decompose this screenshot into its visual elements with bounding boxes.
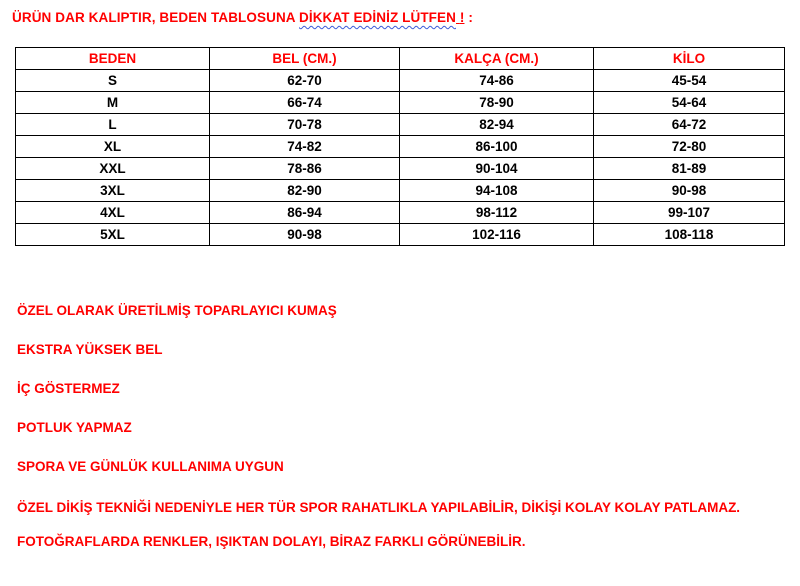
table-row [16, 136, 785, 158]
heading-exclamation: ! [459, 10, 465, 25]
cell-hip: 74-86 [400, 70, 594, 92]
cell-size: 3XL [16, 180, 210, 202]
product-notes [17, 302, 787, 572]
table-row [16, 92, 785, 114]
header-kilo: KİLO [594, 48, 785, 70]
cell-size: S [16, 70, 210, 92]
cell-waist: 78-86 [210, 158, 400, 180]
cell-hip: 98-112 [400, 202, 594, 224]
cell-weight: 72-80 [594, 136, 785, 158]
note-not-see-through: İÇ GÖSTERMEZ [17, 381, 120, 396]
header-kalca: KALÇA (CM.) [400, 48, 594, 70]
table-row [16, 224, 785, 246]
cell-hip: 102-116 [400, 224, 594, 246]
cell-weight: 54-64 [594, 92, 785, 114]
table-row [16, 70, 785, 92]
cell-size: 5XL [16, 224, 210, 246]
size-chart-table [15, 47, 785, 246]
note-stitching: ÖZEL DİKİŞ TEKNİĞİ NEDENİYLE HER TÜR SPOR RAHATLIKLA YAPILABİLİR, DİKİŞİ KOLAY KOLAY PATLAMAZ. [17, 500, 741, 515]
note-fabric: ÖZEL OLARAK ÜRETİLMİŞ TOPARLAYICI KUMAŞ [17, 303, 337, 318]
cell-size: 4XL [16, 202, 210, 224]
table-row [16, 114, 785, 136]
table-row [16, 202, 785, 224]
note-no-bagging: POTLUK YAPMAZ [17, 420, 132, 435]
heading-suffix: : [464, 10, 473, 25]
table-row [16, 180, 785, 202]
note-high-waist: EKSTRA YÜKSEK BEL [17, 342, 163, 357]
cell-weight: 90-98 [594, 180, 785, 202]
cell-weight: 108-118 [594, 224, 785, 246]
cell-size: L [16, 114, 210, 136]
cell-size: XL [16, 136, 210, 158]
cell-weight: 45-54 [594, 70, 785, 92]
cell-hip: 86-100 [400, 136, 594, 158]
cell-waist: 90-98 [210, 224, 400, 246]
cell-weight: 64-72 [594, 114, 785, 136]
cell-weight: 99-107 [594, 202, 785, 224]
page-heading [12, 10, 473, 25]
cell-hip: 82-94 [400, 114, 594, 136]
cell-waist: 66-74 [210, 92, 400, 114]
cell-waist: 70-78 [210, 114, 400, 136]
header-beden: BEDEN [16, 48, 210, 70]
cell-waist: 62-70 [210, 70, 400, 92]
cell-waist: 82-90 [210, 180, 400, 202]
heading-prefix: ÜRÜN DAR KALIPTIR, BEDEN TABLOSUNA [12, 10, 299, 25]
cell-hip: 90-104 [400, 158, 594, 180]
table-header-row [16, 48, 785, 70]
table-row [16, 158, 785, 180]
cell-waist: 86-94 [210, 202, 400, 224]
heading-spellcheck-text: DİKKAT EDİNİZ LÜTFEN [299, 10, 456, 25]
header-bel: BEL (CM.) [210, 48, 400, 70]
note-sport-daily-use: SPORA VE GÜNLÜK KULLANIMA UYGUN [17, 459, 284, 474]
cell-hip: 94-108 [400, 180, 594, 202]
cell-waist: 74-82 [210, 136, 400, 158]
cell-weight: 81-89 [594, 158, 785, 180]
cell-size: XXL [16, 158, 210, 180]
cell-hip: 78-90 [400, 92, 594, 114]
note-photo-colors: FOTOĞRAFLARDA RENKLER, IŞIKTAN DOLAYI, BİRAZ FARKLI GÖRÜNEBİLİR. [17, 534, 526, 549]
cell-size: M [16, 92, 210, 114]
